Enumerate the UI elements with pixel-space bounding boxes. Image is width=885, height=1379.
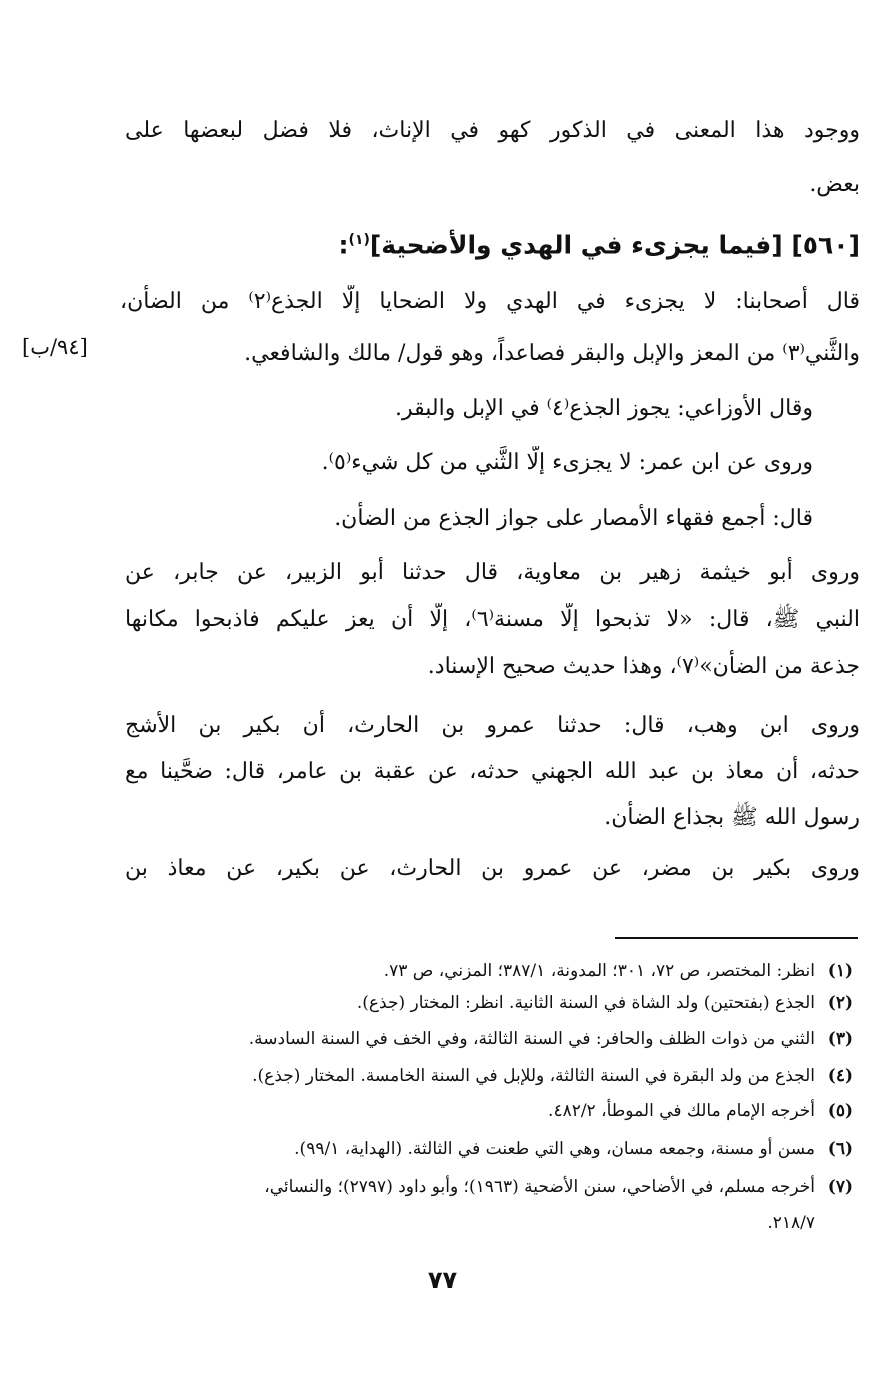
footnote-text: مسن أو مسنة، وجمعه مسان، وهي التي طعنت في الثالثة. (الهداية، ٩٩/١).	[294, 1139, 815, 1159]
body-line: وروى بكير بن مضر، عن عمرو بن الحارث، عن بكير، عن معاذ بن	[125, 856, 860, 881]
footnote	[118, 1134, 853, 1164]
body-line: وقال الأوزاعي: يجوز الجذع⁽٤⁾ في الإبل والبقر.	[395, 396, 813, 421]
body-line: ووجود هذا المعنى في الذكور كهو في الإناث، فلا فضل لبعضها على	[125, 118, 860, 143]
body-line: حدثه، أن معاذ بن عبد الله الجهني حدثه، عن عقبة بن عامر، قال: ضحَّينا مع	[125, 759, 860, 784]
body-line: وروى أبو خيثمة زهير بن معاوية، قال حدثنا أبو الزبير، عن جابر، عن	[125, 560, 860, 585]
body-line: وروى عن ابن عمر: لا يجزىء إلَّا الثَّني من كل شيء⁽٥⁾.	[321, 450, 813, 475]
page-number: ٧٧	[427, 1266, 458, 1294]
footnote-text: الثني من ذوات الظلف والحافر: في السنة الثالثة، وفي الخف في السنة السادسة.	[248, 1029, 815, 1049]
footnote-number: (٤)	[827, 1066, 853, 1086]
footnote	[118, 1061, 853, 1091]
manuscript-folio-note: [٩٤/ب]	[22, 335, 88, 359]
footnote-ref: (١)	[348, 232, 370, 248]
footnote-text: الجذع (بفتحتين) ولد الشاة في السنة الثانية. انظر: المختار (جذع).	[356, 993, 815, 1013]
body-line: والثَّني⁽٣⁾ من المعز والإبل والبقر فصاعداً، وهو قول/ مالك والشافعي.	[244, 341, 860, 366]
footnote-number: (٣)	[827, 1029, 853, 1049]
footnote	[118, 956, 853, 986]
footnote-text: ٢١٨/٧.	[767, 1213, 815, 1233]
footnote	[118, 988, 853, 1018]
footnote-number: (١)	[827, 961, 853, 981]
section-heading	[125, 222, 860, 263]
body-line: وروى ابن وهب، قال: حدثنا عمرو بن الحارث، أن بكير بن الأشج	[125, 713, 860, 738]
footnote-text: أخرجه مسلم، في الأضاحي، سنن الأضحية (١٩٦٣)؛ وأبو داود (٢٧٩٧)؛ والنسائي،	[264, 1177, 815, 1197]
body-line: جذعة من الضأن»⁽٧⁾، وهذا حديث صحيح الإسناد.	[427, 654, 860, 679]
body-line: النبي ﷺ، قال: «لا تذبحوا إلَّا مسنة⁽٦⁾، إلَّا أن يعز عليكم فاذبحوا مكانها	[125, 607, 860, 632]
footnote-number: (٢)	[827, 993, 853, 1013]
footnote	[118, 1096, 853, 1126]
footnote-text: انظر: المختصر، ص ٧٢، ٣٠١؛ المدونة، ٣٨٧/١؛ المزني، ص ٧٣.	[383, 961, 815, 981]
footnote-text: الجذع من ولد البقرة في السنة الثالثة، وللإبل في السنة الخامسة. المختار (جذع).	[252, 1066, 815, 1086]
footnote-number: (٧)	[827, 1177, 853, 1197]
heading-colon: :	[338, 230, 349, 260]
footnote	[118, 1172, 853, 1202]
footnote-number: (٦)	[827, 1139, 853, 1159]
section-heading-text: [٥٦٠] [فيما يجزىء في الهدي والأضحية]	[369, 230, 860, 260]
footnote	[118, 1208, 853, 1238]
footnote-number: (٥)	[827, 1101, 853, 1121]
body-line: بعض.	[809, 172, 860, 197]
body-line: رسول الله ﷺ بجذاع الضأن.	[604, 805, 860, 830]
body-line: قال: أجمع فقهاء الأمصار على جواز الجذع من الضأن.	[334, 506, 813, 531]
footnote	[118, 1024, 853, 1054]
footnote-text: أخرجه الإمام مالك في الموطأ، ٤٨٢/٢.	[548, 1101, 815, 1121]
footnote-separator	[615, 937, 858, 939]
body-line: قال أصحابنا: لا يجزىء في الهدي ولا الضحايا إلَّا الجذع⁽٢⁾ من الضأن،	[120, 289, 860, 314]
